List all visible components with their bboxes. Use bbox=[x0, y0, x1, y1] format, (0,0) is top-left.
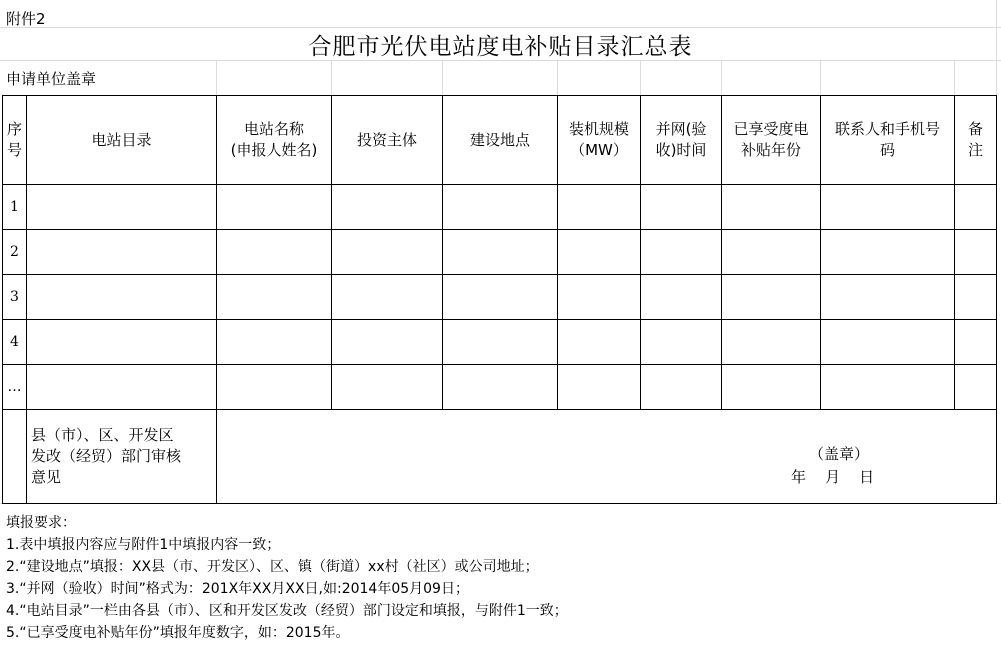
grid-line bbox=[331, 60, 332, 95]
table-cell[interactable] bbox=[332, 185, 443, 230]
table-cell[interactable] bbox=[821, 275, 955, 320]
table-cell[interactable] bbox=[722, 230, 821, 275]
grid-line bbox=[820, 60, 821, 95]
filling-notes bbox=[6, 512, 568, 644]
table-cell[interactable] bbox=[955, 185, 997, 230]
table-row bbox=[3, 320, 997, 365]
table-cell[interactable] bbox=[641, 365, 722, 410]
table-cell[interactable] bbox=[955, 275, 997, 320]
row-index: 3 bbox=[3, 275, 27, 320]
column-header: 联系人和手机号 码 bbox=[821, 96, 955, 185]
table-cell[interactable] bbox=[27, 320, 217, 365]
opinion-label: 县（市）、区、开发区 发改（经贸）部门审核 意见 bbox=[27, 410, 217, 504]
subsidy-table bbox=[2, 95, 997, 504]
table-cell[interactable] bbox=[955, 320, 997, 365]
table-cell[interactable] bbox=[217, 230, 332, 275]
table-cell[interactable] bbox=[443, 365, 558, 410]
table-cell[interactable] bbox=[217, 365, 332, 410]
table-cell[interactable] bbox=[27, 365, 217, 410]
grid-line bbox=[557, 60, 558, 95]
notes-heading: 填报要求： bbox=[6, 515, 76, 531]
seal-text: （盖章） bbox=[809, 445, 870, 463]
table-row bbox=[3, 365, 997, 410]
table-cell[interactable] bbox=[821, 185, 955, 230]
table-cell[interactable] bbox=[821, 320, 955, 365]
table-cell[interactable] bbox=[27, 185, 217, 230]
table-cell[interactable] bbox=[332, 320, 443, 365]
table-cell bbox=[3, 410, 27, 504]
table-cell[interactable] bbox=[821, 365, 955, 410]
row-index: … bbox=[3, 365, 27, 410]
table-cell[interactable] bbox=[443, 230, 558, 275]
grid-line bbox=[954, 60, 955, 95]
table-cell[interactable] bbox=[722, 365, 821, 410]
table-cell[interactable] bbox=[217, 185, 332, 230]
table-cell[interactable] bbox=[821, 230, 955, 275]
table-cell[interactable] bbox=[558, 365, 641, 410]
table-row bbox=[3, 230, 997, 275]
table-cell[interactable] bbox=[641, 185, 722, 230]
table-cell[interactable] bbox=[443, 185, 558, 230]
table-cell[interactable] bbox=[332, 230, 443, 275]
table-cell[interactable] bbox=[558, 320, 641, 365]
table-cell[interactable] bbox=[217, 320, 332, 365]
grid-line bbox=[216, 60, 217, 95]
table-cell[interactable] bbox=[955, 230, 997, 275]
note-item: 2.“建设地点”填报：XX县（市、开发区）、区、镇（街道）xx村（社区）或公司地址； bbox=[6, 559, 539, 575]
table-cell[interactable] bbox=[558, 230, 641, 275]
grid-line bbox=[721, 60, 722, 95]
row-index: 2 bbox=[3, 230, 27, 275]
table-row bbox=[3, 275, 997, 320]
table-row bbox=[3, 185, 997, 230]
table-cell[interactable] bbox=[27, 230, 217, 275]
attachment-label: 附件2 bbox=[6, 10, 46, 28]
table-cell[interactable] bbox=[722, 275, 821, 320]
opinion-row bbox=[3, 410, 997, 504]
table-cell[interactable] bbox=[641, 230, 722, 275]
column-header: 序号 bbox=[3, 96, 27, 185]
table-cell[interactable] bbox=[722, 320, 821, 365]
column-header: 电站名称 (申报人姓名) bbox=[217, 96, 332, 185]
table-cell[interactable] bbox=[332, 275, 443, 320]
column-header: 并网(验 收)时间 bbox=[641, 96, 722, 185]
page-title: 合肥市光伏电站度电补贴目录汇总表 bbox=[308, 34, 693, 60]
column-header: 装机规模 （MW） bbox=[558, 96, 641, 185]
table-cell[interactable] bbox=[217, 275, 332, 320]
table-cell[interactable] bbox=[641, 275, 722, 320]
row-index: 1 bbox=[3, 185, 27, 230]
note-item: 1.表中填报内容应与附件1中填报内容一致； bbox=[6, 537, 281, 553]
opinion-cell[interactable] bbox=[217, 410, 997, 504]
table-cell[interactable] bbox=[722, 185, 821, 230]
table-cell[interactable] bbox=[558, 185, 641, 230]
table-cell[interactable] bbox=[641, 320, 722, 365]
table-header-row bbox=[3, 96, 997, 185]
table-cell[interactable] bbox=[332, 365, 443, 410]
applicant-seal-label: 申请单位盖章 bbox=[6, 70, 97, 88]
grid-line bbox=[442, 60, 443, 95]
table-cell[interactable] bbox=[955, 365, 997, 410]
note-item: 4.“电站目录”一栏由各县（市）、区和开发区发改（经贸）部门设定和填报，与附件1一致； bbox=[6, 603, 568, 619]
column-header: 建设地点 bbox=[443, 96, 558, 185]
table-cell[interactable] bbox=[443, 320, 558, 365]
table-cell[interactable] bbox=[27, 275, 217, 320]
column-header: 备 注 bbox=[955, 96, 997, 185]
column-header: 电站目录 bbox=[27, 96, 217, 185]
date-text: 年 月 日 bbox=[791, 468, 875, 486]
note-item: 5.“已享受度电补贴年份”填报年度数字，如：2015年。 bbox=[6, 625, 350, 641]
row-index: 4 bbox=[3, 320, 27, 365]
column-header: 已享受度电 补贴年份 bbox=[722, 96, 821, 185]
grid-line bbox=[640, 60, 641, 95]
column-header: 投资主体 bbox=[332, 96, 443, 185]
table-cell[interactable] bbox=[443, 275, 558, 320]
table-cell[interactable] bbox=[558, 275, 641, 320]
note-item: 3.“并网（验收）时间”格式为：201X年XX月XX日,如:2014年05月09日； bbox=[6, 581, 469, 597]
